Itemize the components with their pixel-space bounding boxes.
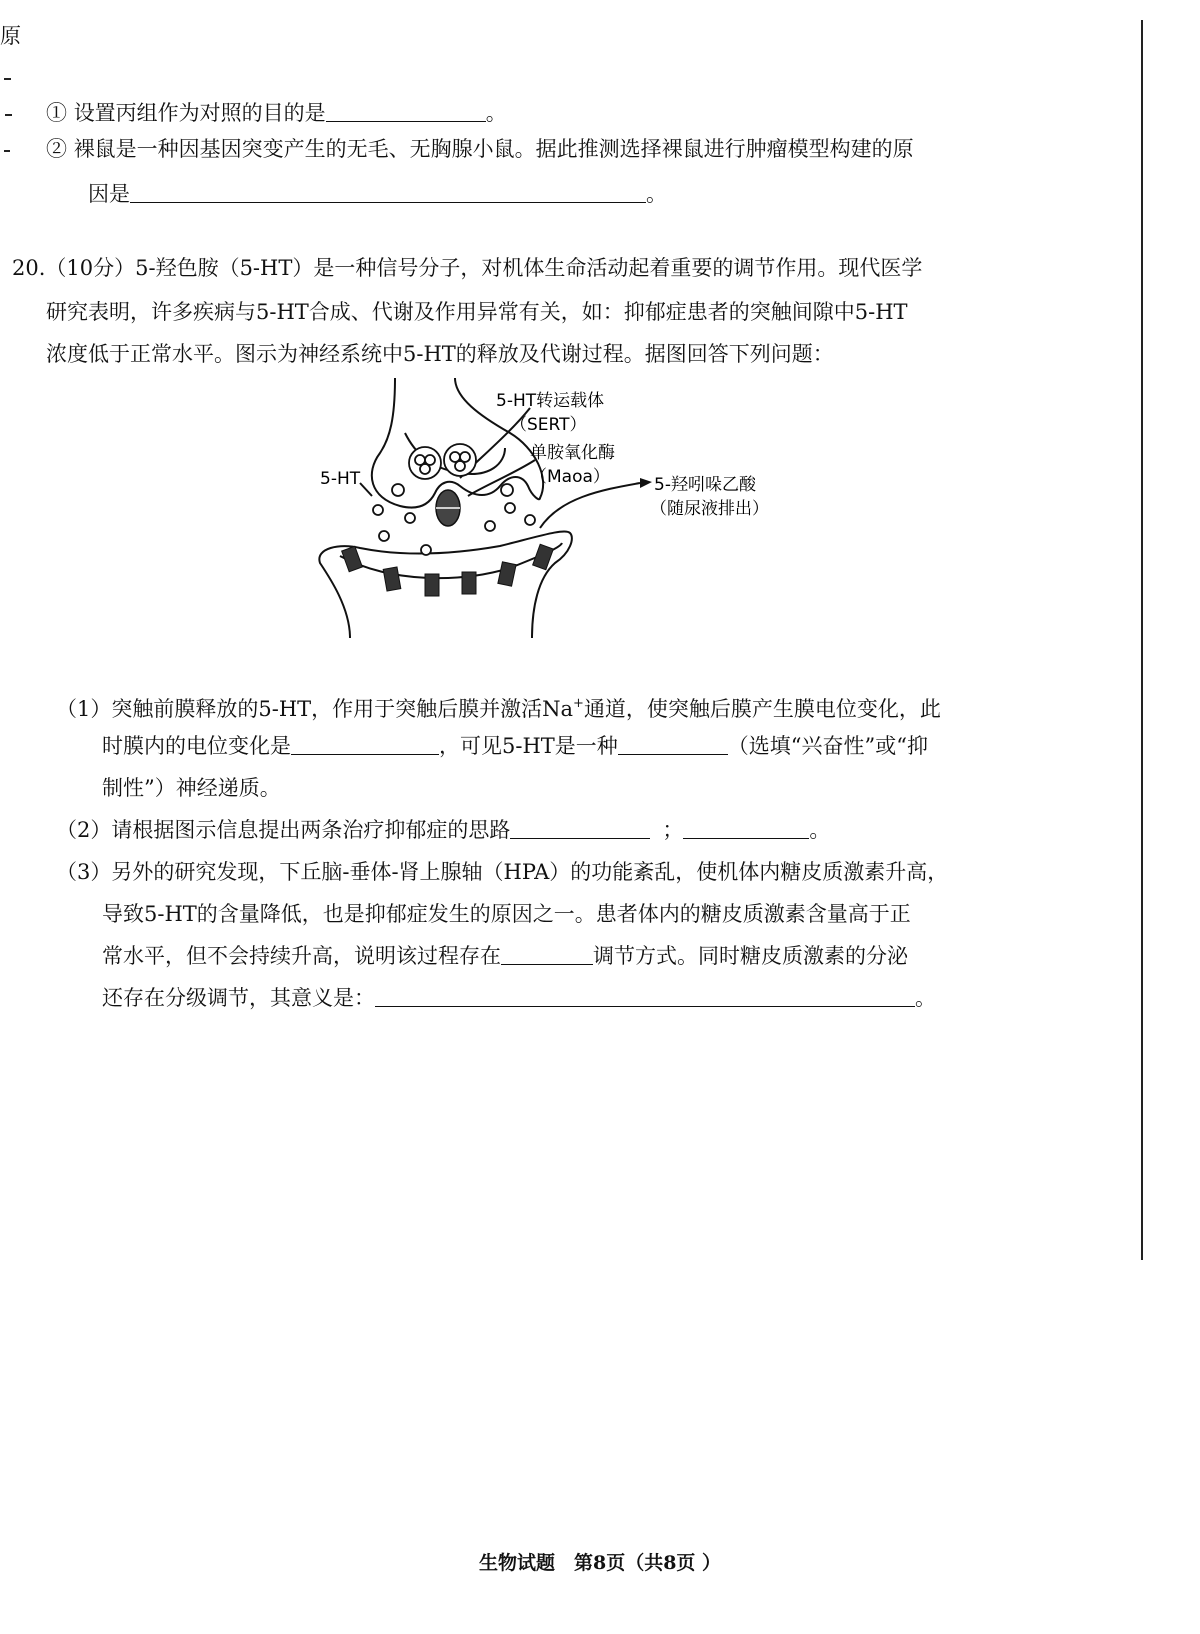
left-edge-char: 原: [0, 24, 21, 48]
q20-s1-b: 通道，使突触后膜产生膜电位变化，此: [583, 697, 941, 721]
5ht-molecule: [525, 515, 535, 525]
5ht-pointer: [360, 483, 372, 496]
q20-s2-end: 。: [809, 818, 831, 842]
receptor: [533, 544, 554, 569]
left-edge-tick-3: [4, 150, 10, 152]
receptor: [342, 546, 363, 571]
q19-p2-text2: 因是: [88, 182, 130, 206]
label-sert-2: （SERT）: [510, 415, 587, 435]
postsynaptic-inner: [340, 543, 562, 578]
metabolite-arrowhead: [640, 478, 652, 488]
5ht-molecule: [485, 521, 495, 531]
q20-intro-line1: 20.（10分）5-羟色胺（5-HT）是一种信号分子，对机体生命活动起着重要的调节作用。现代医学: [12, 256, 923, 280]
q20-s1-d: ，可见5-HT是一种: [439, 734, 618, 758]
q20-s2-sep: ；: [662, 818, 684, 842]
q19-p1-num: ①: [46, 101, 67, 125]
q20-s1-c: 时膜内的电位变化是: [102, 734, 291, 758]
q19-p1-text: 设置丙组作为对照的目的是: [73, 101, 326, 125]
q20-s3-line2: 导致5-HT的含量降低，也是抑郁症发生的原因之一。患者体内的糖皮质激素含量高于正: [102, 902, 911, 926]
q20-s1-e: （选填“兴奋性”或“抑: [727, 734, 928, 758]
q19-p2-blank[interactable]: [130, 182, 646, 203]
q20-s3-line4: [102, 984, 936, 1012]
q19-p2-text1: 裸鼠是一种因基因突变产生的无毛、无胸腺小鼠。据此推测选择裸鼠进行肿瘤模型构建的原: [73, 137, 914, 161]
left-edge-tick-2: [5, 114, 12, 116]
q20-s3-line1: （3）另外的研究发现，下丘脑-垂体-肾上腺轴（HPA）的功能紊乱，使机体内糖皮质激素升高，: [56, 860, 949, 884]
q20-s2-a: （2）请根据图示信息提出两条治疗抑郁症的思路: [56, 818, 511, 842]
q20-s3-end: 。: [915, 986, 936, 1010]
synapse-diagram: [300, 378, 770, 648]
q19-p1-blank[interactable]: [326, 101, 486, 122]
5ht-molecule: [373, 505, 383, 515]
q19-p2-end: 。: [646, 182, 667, 206]
q20-s1-blank1[interactable]: [291, 734, 439, 755]
q20-s1-line2: [102, 732, 928, 760]
receptor: [383, 567, 401, 591]
5ht-molecule: [379, 531, 389, 541]
q20-s3-blank2[interactable]: [375, 986, 915, 1007]
5ht-molecule: [392, 484, 404, 496]
metabolite-arrow: [540, 483, 640, 528]
q20-s2-blank2[interactable]: [683, 818, 809, 839]
page-footer: 生物试题 第8页（共8页 ）: [478, 1552, 722, 1574]
label-sert-1: 5-HT转运载体: [496, 391, 605, 411]
q20-s1-blank2[interactable]: [618, 734, 728, 755]
q20-s3-line3: [102, 942, 908, 970]
q19-part2-line1: [46, 135, 914, 163]
q20-s3-c2: 调节方式。同时糖皮质激素的分泌: [593, 944, 908, 968]
label-product-1: 5-羟吲哚乙酸: [654, 475, 756, 495]
q19-p2-num: ②: [46, 137, 67, 161]
right-margin-line: [1141, 20, 1143, 1260]
5ht-molecule: [421, 545, 431, 555]
q19-part1: [46, 99, 507, 127]
5ht-molecule: [505, 503, 515, 513]
receptor: [498, 562, 516, 586]
q20-s2-blank1[interactable]: [510, 818, 650, 839]
label-maoa-2: （Maoa）: [530, 467, 610, 487]
q20-s1-line1: [56, 690, 941, 723]
q20-s2-line: [56, 816, 830, 844]
q20-s1-a: （1）突触前膜释放的5-HT，作用于突触后膜并激活Na: [56, 697, 574, 721]
5ht-molecule: [501, 484, 513, 496]
label-maoa-1: 单胺氧化酶: [530, 443, 615, 463]
q20-s3-d: 还存在分级调节，其意义是：: [102, 986, 375, 1010]
receptor: [425, 574, 439, 596]
q20-s3-blank1[interactable]: [501, 944, 593, 965]
receptor: [462, 572, 476, 594]
q19-p1-end: 。: [485, 101, 507, 125]
left-edge-tick-1: [4, 78, 11, 80]
label-5ht: 5-HT: [320, 469, 361, 489]
q20-s3-c1: 常水平，但不会持续升高，说明该过程存在: [102, 944, 501, 968]
label-product-2: （随尿液排出）: [650, 499, 769, 519]
postsynaptic-membrane: [319, 531, 572, 638]
q19-part2-line2: [88, 180, 667, 208]
q20-intro-line3: 浓度低于正常水平。图示为神经系统中5-HT的释放及代谢过程。据图回答下列问题：: [46, 342, 834, 366]
5ht-molecule: [405, 513, 415, 523]
na-superscript: +: [573, 696, 584, 711]
q20-s1-line3: 制性”）神经递质。: [102, 776, 281, 800]
q20-intro-line2: 研究表明，许多疾病与5-HT合成、代谢及作用异常有关，如：抑郁症患者的突触间隙中5-HT: [46, 300, 908, 324]
